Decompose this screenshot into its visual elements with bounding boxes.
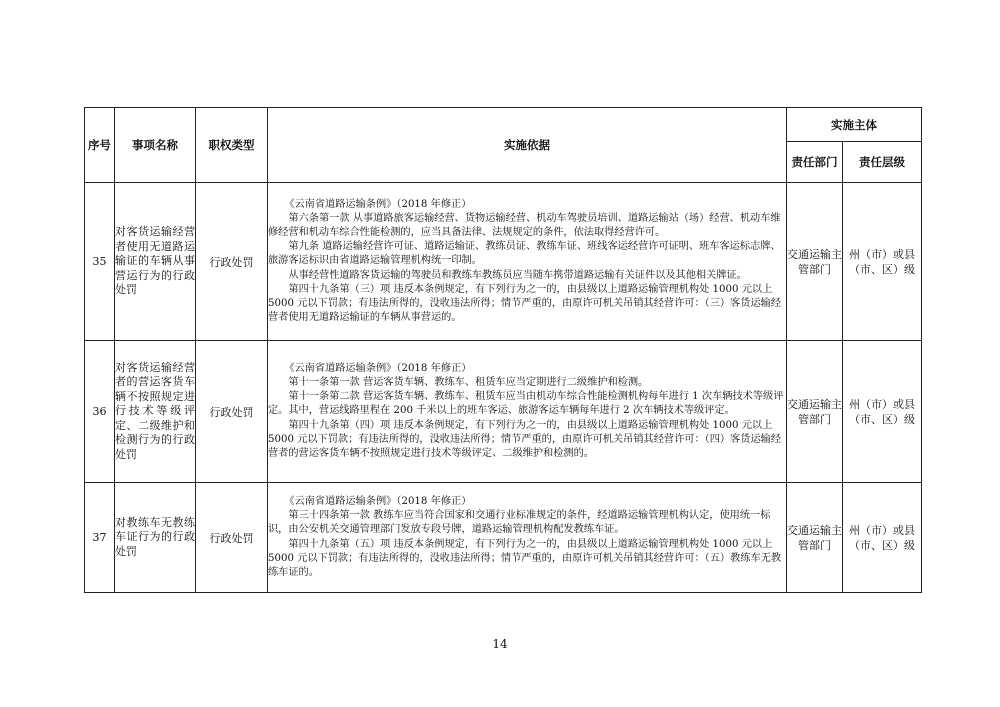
basis-paragraph: 第十一条第一款 营运客货车辆、教练车、租赁车应当定期进行二级维护和检测。: [288, 376, 649, 388]
row-level: 州（市）或县（市、区）级: [843, 341, 922, 483]
row-level: 州（市）或县（市、区）级: [843, 183, 922, 341]
table-row: [85, 341, 922, 483]
header-item-name: 事项名称: [115, 108, 196, 183]
header-dept: 责任部门: [787, 142, 843, 183]
row-seq: 36: [85, 341, 115, 483]
basis-paragraph: 第六条第一款 从事道路旅客运输经营、货物运输经营、机动车驾驶员培训、道路运输站（场）经营、机动车维修经营和机动车综合性能检测的，应当具备法律、法规规定的条件，依法取得经营许可。: [268, 212, 781, 238]
header-power-type: 职权类型: [196, 108, 268, 183]
basis-paragraph: 《云南省道路运输条例》（2018 年修正）: [284, 362, 472, 374]
row-seq: 35: [85, 183, 115, 341]
header-basis: 实施依据: [268, 108, 787, 183]
row-basis: [268, 341, 787, 483]
basis-paragraph: 第四十九条第（五）项 违反本条例规定，有下列行为之一的，由县级以上道路运输管理机构处 1000 元以上 5000 元以下罚款；有违法所得的，没收违法所得；情节严重的，由原许可机关吊销其经营许可：（五）教练车无教练车证的。: [268, 538, 782, 578]
page-number: 14: [492, 637, 508, 651]
basis-paragraph: 第三十四条第一款 教练车应当符合国家和交通行业标准规定的条件，经道路运输管理机构认定，使用统一标识，由公安机关交通管理部门发放专段号牌，道路运输管理机构配发教练车证。: [268, 510, 771, 536]
row-power-type: 行政处罚: [196, 341, 268, 483]
header-level: 责任层级: [843, 142, 922, 183]
row-power-type: 行政处罚: [196, 183, 268, 341]
basis-paragraph: 第四十九条第（三）项 违反本条例规定，有下列行为之一的，由县级以上道路运输管理机构处 1000 元以上 5000 元以下罚款；有违法所得的，没收违法所得；情节严重的，由原许可机关吊销其经营许可：（三）客货运输经营者使用无道路运输证的车辆从事营运的。: [268, 283, 782, 324]
header-subject: 实施主体: [787, 108, 922, 142]
table-row: [85, 483, 922, 593]
row-item-name: 对客货运输经营者的营运客货车辆不按照规定进行技术等级评定、二级维护和检测行为的行政处罚: [115, 341, 196, 483]
table-row: [85, 183, 922, 341]
enforcement-table: [84, 107, 922, 593]
basis-paragraph: 第九条 道路运输经营许可证、道路运输证、教练员证、教练车证、班线客运经营许可证明、班车客运标志牌、旅游客运标识由省道路运输管理机构统一印制。: [268, 241, 781, 267]
basis-paragraph: 《云南省道路运输条例》（2018 年修正）: [284, 495, 472, 507]
basis-paragraph: 第十一条第二款 营运客货车辆、教练车、租赁车应当由机动车综合性能检测机构每年进行 1 次车辆技术等级评定。其中，营运线路里程在 200 千米以上的班车客运、旅游客运车辆每年进行 2 次车辆技术等级评定。: [268, 391, 784, 417]
row-item-name: 对客货运输经营者使用无道路运输证的车辆从事营运行为的行政处罚: [115, 183, 196, 341]
row-level: 州（市）或县（市、区）级: [843, 483, 922, 593]
header-seq: 序号: [85, 108, 115, 183]
row-seq: 37: [85, 483, 115, 593]
basis-paragraph: 从事经营性道路客货运输的驾驶员和教练车教练员应当随车携带道路运输有关证件以及其他相关牌证。: [288, 269, 747, 281]
row-dept: 交通运输主管部门: [787, 183, 843, 341]
basis-paragraph: 第四十九条第（四）项 违反本条例规定，有下列行为之一的，由县级以上道路运输管理机构处 1000 元以上 5000 元以下罚款；有违法所得的，没收违法所得；情节严重的，由原许可机关吊销其经营许可：（四）客货运输经营者的营运客货车辆不按照规定进行技术等级评定、二级维护和检测的。: [268, 419, 782, 459]
row-dept: 交通运输主管部门: [787, 341, 843, 483]
row-dept: 交通运输主管部门: [787, 483, 843, 593]
row-basis: [268, 483, 787, 593]
basis-paragraph: 《云南省道路运输条例》（2018 年修正）: [284, 198, 472, 210]
row-basis: [268, 183, 787, 341]
header-row: [85, 108, 922, 142]
row-item-name: 对教练车无教练车证行为的行政处罚: [115, 483, 196, 593]
row-power-type: 行政处罚: [196, 483, 268, 593]
